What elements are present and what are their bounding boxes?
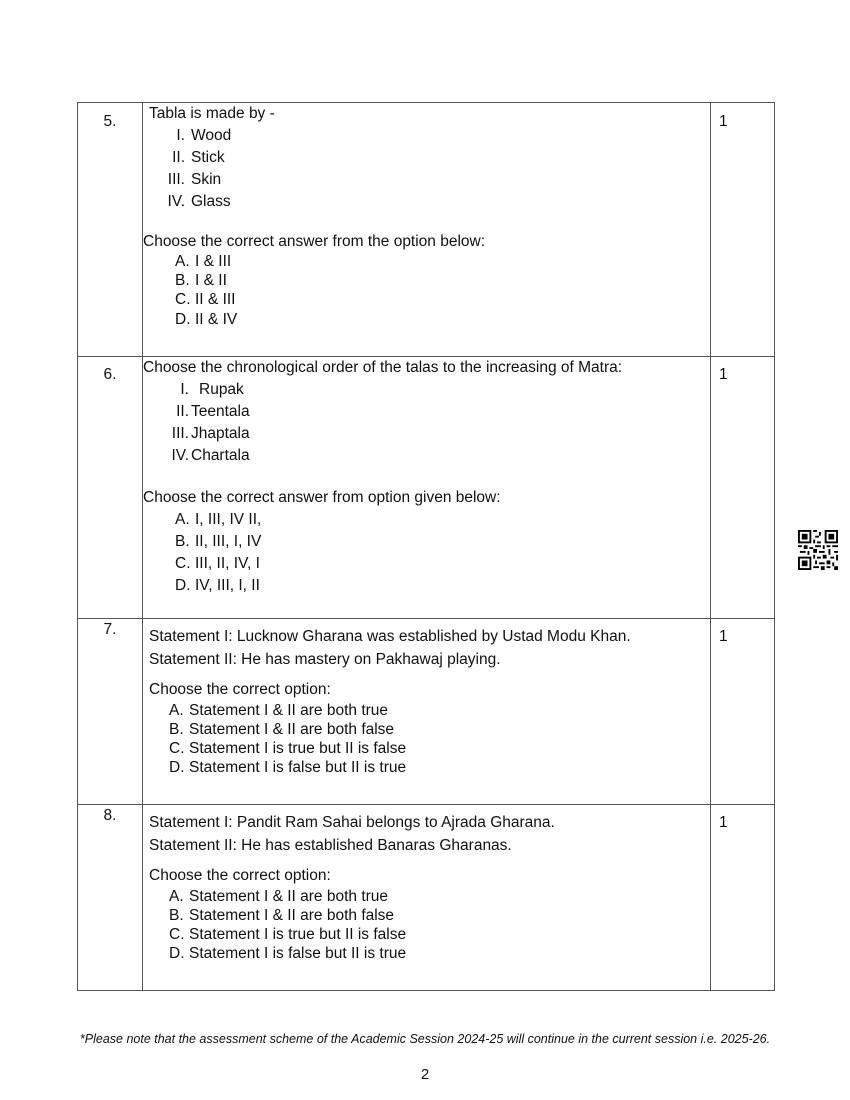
marks-cell — [711, 357, 775, 619]
page-number: 2 — [420, 1066, 430, 1083]
question-instruction: Choose the correct answer from option given below: — [143, 489, 501, 506]
statement-two: Statement II: He has established Banaras Gharanas. — [149, 837, 512, 854]
question-number: 8. — [103, 807, 117, 824]
question-row — [78, 805, 775, 991]
answer-option: A. I & III — [175, 253, 232, 270]
marks-value: 1 — [719, 628, 728, 645]
answer-option: B. II, III, I, IV — [175, 533, 262, 550]
question-row — [78, 103, 775, 357]
list-item: I. Wood — [176, 127, 232, 144]
question-stem: Tabla is made by - — [149, 105, 275, 122]
question-number: 5. — [103, 113, 117, 130]
answer-option: D. Statement I is false but II is true — [169, 759, 407, 776]
answer-option: A. Statement I & II are both true — [169, 888, 389, 905]
question-number: 6. — [103, 366, 117, 383]
question-body — [143, 619, 711, 805]
question-instruction: Choose the correct option: — [149, 867, 331, 884]
marks-cell — [711, 805, 775, 991]
marks-value: 1 — [719, 113, 728, 130]
answer-option: C. Statement I is true but II is false — [169, 740, 407, 757]
answer-option: B. Statement I & II are both false — [169, 907, 395, 924]
marks-value: 1 — [719, 366, 728, 383]
question-body — [143, 805, 711, 991]
question-instruction: Choose the correct answer from the option below: — [143, 233, 486, 250]
qr-code-icon — [798, 530, 838, 570]
answer-option: A. I, III, IV II, — [175, 511, 262, 528]
answer-option: C. II & III — [175, 291, 236, 308]
statement-one: Statement I: Pandit Ram Sahai belongs to Ajrada Gharana. — [149, 814, 555, 831]
question-number-cell — [78, 805, 143, 991]
footer-note: *Please note that the assessment scheme of the Academic Session 2024-25 will continue in the current session i.e. 2025-26. — [79, 1032, 771, 1046]
list-item: II. Stick — [172, 149, 225, 166]
question-number: 7. — [103, 621, 117, 638]
marks-cell — [711, 103, 775, 357]
list-item: III. Jhaptala — [171, 425, 250, 442]
statement-two: Statement II: He has mastery on Pakhawaj playing. — [149, 651, 501, 668]
answer-option: C. III, II, IV, I — [175, 555, 260, 572]
question-table — [77, 102, 775, 991]
answer-option: D. Statement I is false but II is true — [169, 945, 407, 962]
answer-option: B. Statement I & II are both false — [169, 721, 395, 738]
question-stem: Choose the chronological order of the talas to the increasing of Matra: — [143, 359, 623, 376]
list-item: I. Rupak — [180, 381, 244, 398]
question-number-cell — [78, 619, 143, 805]
list-item: IV. Glass — [167, 193, 231, 210]
question-row — [78, 357, 775, 619]
list-item: IV. Chartala — [171, 447, 250, 464]
question-body — [143, 103, 711, 357]
answer-option: D. IV, III, I, II — [175, 577, 260, 594]
marks-value: 1 — [719, 814, 728, 831]
question-number-cell — [78, 357, 143, 619]
question-instruction: Choose the correct option: — [149, 681, 331, 698]
list-item: III. Skin — [167, 171, 222, 188]
list-item: II. Teentala — [176, 403, 250, 420]
marks-cell — [711, 619, 775, 805]
answer-option: B. I & II — [175, 272, 227, 289]
question-row — [78, 619, 775, 805]
answer-option: A. Statement I & II are both true — [169, 702, 389, 719]
answer-option: C. Statement I is true but II is false — [169, 926, 407, 943]
answer-option: D. II & IV — [175, 311, 238, 328]
question-number-cell — [78, 103, 143, 357]
statement-one: Statement I: Lucknow Gharana was established by Ustad Modu Khan. — [149, 628, 631, 645]
question-body — [143, 357, 711, 619]
